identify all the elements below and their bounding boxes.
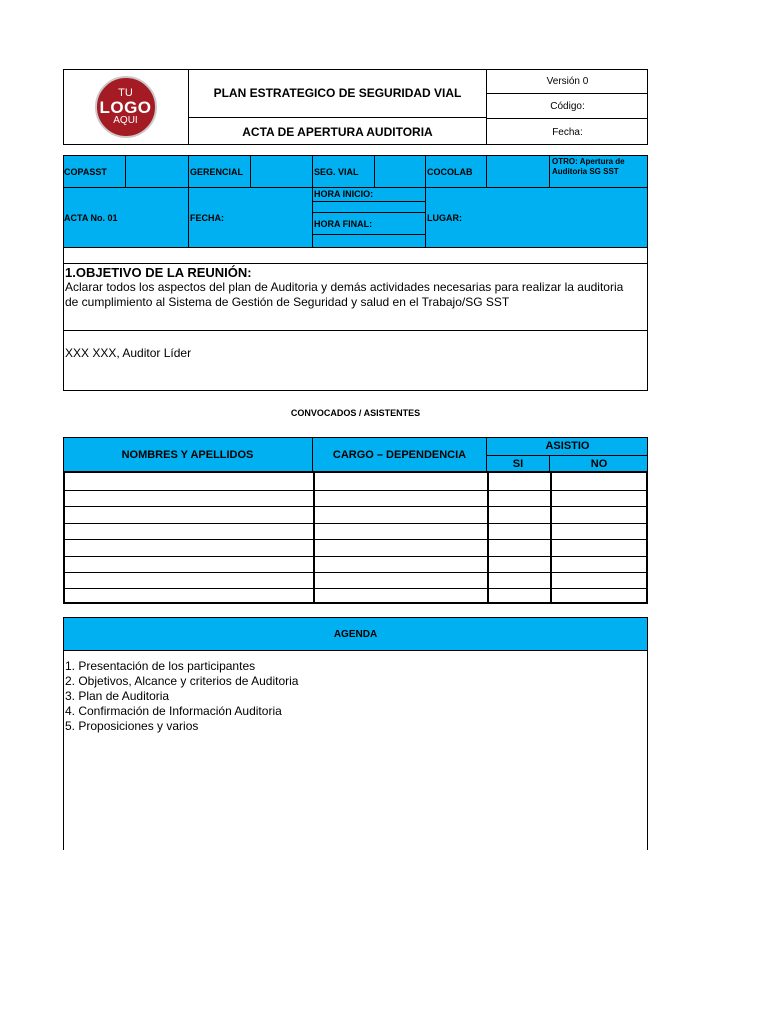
objective-block (63, 263, 648, 331)
spacer-row (63, 247, 648, 264)
column-divider (313, 473, 315, 602)
document-title: PLAN ESTRATEGICO DE SEGURIDAD VIAL (189, 69, 486, 118)
committee-gerencial: GERENCIAL (189, 155, 251, 188)
column-divider (550, 473, 552, 602)
agenda-body (63, 650, 648, 850)
agenda-item: 1. Presentación de los participantes (65, 659, 256, 673)
version-label: Versión 0 (487, 69, 648, 94)
table-row[interactable] (65, 555, 646, 573)
hora-final-label: HORA FINAL: (313, 213, 426, 235)
table-row[interactable] (65, 572, 646, 589)
attendees-table-body (63, 471, 648, 604)
objective-heading: 1.OBJETIVO DE LA REUNIÓN: (65, 265, 252, 280)
responsible-block (63, 330, 648, 391)
committee-copasst-value[interactable] (126, 155, 189, 188)
column-names: NOMBRES Y APELLIDOS (63, 437, 313, 472)
agenda-title: AGENDA (333, 628, 378, 640)
agenda-item: 4. Confirmación de Información Auditoria (65, 704, 282, 718)
column-yes: SI (487, 456, 550, 472)
hora-inicio-value[interactable] (313, 202, 426, 213)
table-row[interactable] (65, 588, 646, 602)
committee-seg-vial: SEG. VIAL (313, 155, 375, 188)
document-subtitle: ACTA DE APERTURA AUDITORIA (242, 124, 433, 139)
hora-inicio-label: HORA INICIO: (313, 187, 426, 202)
committee-cocolab-value[interactable] (487, 155, 550, 188)
logo-cell (63, 69, 189, 145)
date-label: Fecha: (552, 126, 583, 138)
lugar-label: LUGAR: (427, 212, 462, 223)
acta-fecha-label: FECHA: (189, 187, 313, 248)
acta-number: ACTA No. 01 (63, 187, 189, 248)
agenda-item: 2. Objetivos, Alcance y criterios de Auditoria (65, 674, 299, 688)
logo-line-1: TU (118, 87, 133, 99)
logo-line-3: AQUI (113, 115, 138, 126)
table-row[interactable] (65, 522, 646, 540)
attendees-section-title: CONVOCADOS / ASISTENTES (290, 408, 421, 418)
code-label: Código: (487, 94, 648, 119)
committee-copasst: COPASST (63, 155, 126, 188)
committee-otro: OTRO: Apertura de Auditoria SG SST (552, 157, 625, 176)
objective-text: Aclarar todos los aspectos del plan de Auditoria y demás actividades necesarias para realizar la auditoria de cumplimiento al Sistema de Gestión de Seguridad y salud en el Trabajo/SG SST (65, 280, 624, 309)
column-role: CARGO – DEPENDENCIA (313, 437, 487, 472)
column-attended: ASISTIO (487, 437, 648, 456)
column-no: NO (590, 458, 608, 470)
column-divider (487, 473, 489, 602)
logo-line-2: LOGO (99, 98, 152, 117)
committee-seg-vial-value[interactable] (375, 155, 426, 188)
table-row[interactable] (65, 489, 646, 507)
committee-gerencial-value[interactable] (251, 155, 313, 188)
agenda-item: 3. Plan de Auditoria (65, 689, 170, 703)
agenda-item: 5. Proposiciones y varios (65, 719, 199, 733)
committee-cocolab: COCOLAB (426, 155, 487, 188)
logo-icon (95, 76, 157, 138)
agenda-header (63, 617, 648, 651)
responsible-auditor: XXX XXX, Auditor Líder (65, 346, 192, 360)
